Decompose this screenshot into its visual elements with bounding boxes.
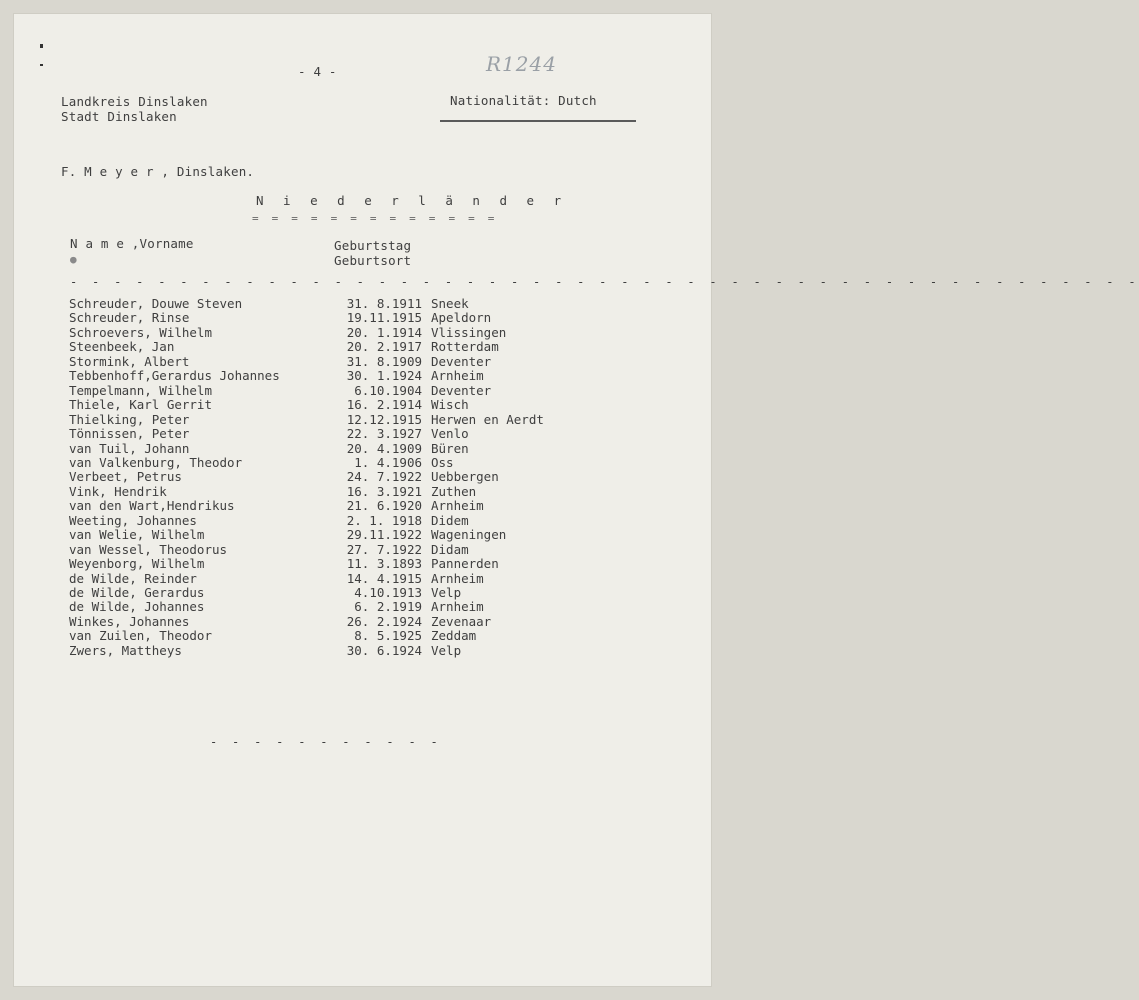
birth-date: 30. 1.1924 [346,368,422,384]
list-item [14,368,711,383]
list-item [14,571,711,586]
column-header-birth-place: Geburtsort [334,253,412,268]
header-divider: - - - - - - - - - - - - - - - - - - - - - - - - - - - - - - - - - - - - - - - - - - - - - - - - - [70,275,1139,289]
list-item [14,614,711,629]
nationality: Nationalität: Dutch [450,93,597,108]
person-name: Zwers, Mattheys [69,642,182,658]
person-name: Thiele, Karl Gerrit [69,397,212,413]
birth-date: 16. 3.1921 [346,483,422,499]
birth-date: 27. 7.1922 [346,541,422,557]
birth-place: Deventer [431,353,492,369]
birth-date: 12.12.1915 [346,411,422,427]
document-page [14,14,1139,986]
person-name: Vink, Hendrik [69,483,167,499]
list-item [14,412,711,427]
person-name: Winkes, Johannes [69,613,190,629]
list-item [14,628,711,643]
birth-place: Velp [431,642,462,658]
person-name: Schroevers, Wilhelm [69,324,212,340]
birth-date: 26. 2.1924 [346,613,422,629]
person-name: van Wessel, Theodorus [69,541,228,557]
person-name: van Welie, Wilhelm [69,527,205,543]
birth-place: Uebbergen [431,469,499,485]
ink-mark: ● [70,253,77,266]
list-item [14,397,711,412]
person-name: de Wilde, Gerardus [69,585,205,600]
birth-place: Pannerden [431,556,499,572]
person-name: Verbeet, Petrus [69,469,182,485]
birth-place: Rotterdam [431,339,499,355]
birth-place: Arnheim [431,498,484,514]
person-name: Schreuder, Rinse [69,310,190,326]
person-name: Stormink, Albert [69,353,190,369]
birth-place: Büren [431,440,469,456]
person-name: Steenbeek, Jan [69,339,175,355]
birth-date: 31. 8.1909 [346,353,422,369]
nationality-underline [440,120,636,122]
birth-date: 29.11.1922 [346,527,422,543]
person-name: Tönnissen, Peter [69,426,190,442]
archive-reference: R1244 [486,52,557,76]
birth-place: Arnheim [431,368,484,384]
birth-date: 20. 4.1909 [346,440,422,456]
birth-date: 21. 6.1920 [346,498,422,514]
page-number: - 4 - [298,64,337,79]
person-name: Weeting, Johannes [69,512,197,528]
person-name: Tebbenhoff,Gerardus Johannes [69,368,280,384]
birth-date: 6.10.1904 [354,382,422,398]
birth-place: Didam [431,541,469,557]
birth-date: 22. 3.1927 [346,426,422,442]
list-item [14,426,711,441]
birth-date: 24. 7.1922 [346,469,422,485]
list-item [14,325,711,340]
birth-date: 16. 2.1914 [346,397,422,413]
birth-place: Herwen en Aerdt [431,411,544,427]
header-location [61,94,208,124]
list-item [14,310,711,325]
person-name: Schreuder, Douwe Steven [69,296,243,311]
birth-place: Wisch [431,397,469,413]
person-name: van den Wart,Hendrikus [69,498,235,514]
birth-date: 2. 1. 1918 [346,512,422,528]
birth-place: Oss [431,454,454,470]
list-item [14,383,711,398]
birth-date: 19.11.1915 [346,310,422,326]
birth-date: 6. 2.1919 [354,599,422,615]
punch-mark [40,44,43,48]
birth-place: Deventer [431,382,492,398]
list-item [14,585,711,600]
list-item [14,542,711,557]
birth-date: 4.10.1913 [354,585,422,600]
birth-place: Arnheim [431,570,484,586]
list-item [14,498,711,513]
birth-date: 20. 2.1917 [346,339,422,355]
person-name: Thielking, Peter [69,411,190,427]
birth-date: 14. 4.1915 [346,570,422,586]
column-header-birth-date: Geburtstag [334,238,412,253]
column-header-birth [334,238,411,268]
person-name: de Wilde, Reinder [69,570,197,586]
list-item [14,339,711,354]
birth-place: Wageningen [431,527,507,543]
section-title-underline: = = = = = = = = = = = = = [252,212,498,225]
birth-place: Didem [431,512,469,528]
birth-date: 20. 1.1914 [346,324,422,340]
list-item [14,484,711,499]
list-item [14,469,711,484]
punch-mark [40,64,43,66]
birth-date: 8. 5.1925 [354,628,422,644]
district: Landkreis Dinslaken [61,94,208,109]
list-item [14,556,711,571]
list-item [14,455,711,470]
birth-place: Zuthen [431,483,477,499]
birth-place: Vlissingen [431,324,507,340]
list-item [14,599,711,614]
list-item [14,441,711,456]
city: Stadt Dinslaken [61,109,177,124]
birth-place: Zevenaar [431,613,492,629]
birth-date: 1. 4.1906 [354,454,422,470]
list-item [14,643,711,658]
person-name: de Wilde, Johannes [69,599,205,615]
list-item [14,513,711,528]
birth-date: 31. 8.1911 [346,296,422,311]
column-header-name: N a m e ,Vorname [70,236,194,251]
person-name: Weyenborg, Wilhelm [69,556,205,572]
birth-place: Venlo [431,426,469,442]
list-item [14,354,711,369]
person-name: Tempelmann, Wilhelm [69,382,212,398]
person-name: van Tuil, Johann [69,440,190,456]
end-divider: - - - - - - - - - - - [210,735,442,749]
birth-place: Velp [431,585,462,600]
birth-date: 11. 3.1893 [346,556,422,572]
person-name: van Zuilen, Theodor [69,628,212,644]
section-title: N i e d e r l ä n d e r [256,193,568,208]
birth-place: Apeldorn [431,310,492,326]
list-item [14,296,711,311]
person-name: van Valkenburg, Theodor [69,454,243,470]
author-line: F. M e y e r , Dinslaken. [61,164,255,179]
birth-place: Arnheim [431,599,484,615]
list-item [14,527,711,542]
birth-date: 30. 6.1924 [346,642,422,658]
birth-place: Zeddam [431,628,477,644]
birth-place: Sneek [431,296,469,311]
